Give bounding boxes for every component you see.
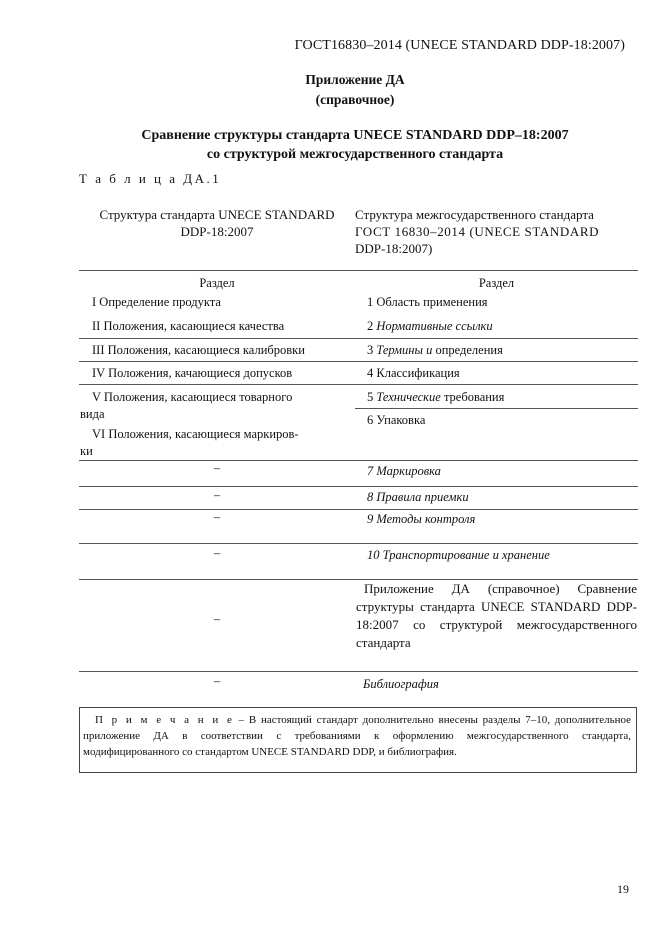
right-row-3-italic: Термины и bbox=[376, 343, 433, 357]
right-row-7: 7 Маркировка bbox=[367, 464, 441, 478]
right-row-1: 1 Область применения bbox=[367, 295, 488, 309]
right-section-label: Раздел bbox=[478, 276, 515, 290]
left-row-v-line1: V Положения, касающиеся товарного bbox=[92, 390, 293, 404]
table-rule bbox=[79, 361, 638, 362]
right-row-4: 4 Классификация bbox=[367, 366, 460, 380]
left-dash: – bbox=[213, 510, 221, 524]
left-dash: – bbox=[213, 546, 221, 560]
table-header-left-line2: DDP-18:2007 bbox=[180, 224, 254, 239]
right-row-9: 9 Методы контроля bbox=[367, 512, 476, 526]
annex-title: Приложение ДА bbox=[305, 72, 405, 87]
right-row-3-number: 3 bbox=[367, 343, 377, 357]
table-rule bbox=[355, 408, 638, 409]
table-rule bbox=[79, 543, 638, 544]
left-row-iii: III Положения, касающиеся калибровки bbox=[92, 343, 305, 357]
table-label: Т а б л и ц а ДА.1 bbox=[79, 171, 222, 186]
right-row-5-italic: Технические bbox=[376, 390, 441, 404]
table-rule bbox=[79, 270, 638, 271]
comparison-title-line1: Сравнение структуры стандарта UNECE STANDARD DDP–18:2007 bbox=[141, 128, 569, 143]
left-section-label: Раздел bbox=[199, 276, 235, 290]
table-rule bbox=[79, 671, 638, 672]
right-row-annex: Приложение ДА (справочное) Сравнение структуры стандарта UNECE STANDARD DDP-18:2007 со структурой межгосударственного стандарта bbox=[356, 581, 637, 650]
note-label: П р и м е ч а н и е bbox=[95, 714, 234, 726]
left-dash: – bbox=[213, 461, 221, 475]
table-rule bbox=[79, 486, 638, 487]
table-header-left bbox=[79, 206, 355, 240]
right-row-5 bbox=[367, 389, 504, 406]
table-rule bbox=[79, 338, 638, 339]
right-row-bibliography: Библиография bbox=[363, 677, 439, 691]
right-row-2 bbox=[367, 318, 493, 335]
annex-subtitle: (справочное) bbox=[315, 92, 395, 107]
left-row-v-line2: вида bbox=[80, 407, 105, 421]
table-header-right-line1: Структура межгосударственного стандарта bbox=[355, 207, 594, 222]
comparison-title-line2: со структурой межгосударственного стандарта bbox=[206, 147, 504, 162]
left-row-ii: II Положения, касающиеся качества bbox=[92, 319, 285, 333]
right-row-5-number: 5 bbox=[367, 390, 377, 404]
right-row-3-rest: определения bbox=[432, 343, 503, 357]
note-body: – В настоящий стандарт дополнительно внесены разделы 7–10, дополнительное приложение ДА в соответствии с требованиями к оформлению межгосударственного стандарта, модифицированного со стандартом UNECE STANDARD DDP, и библиография. bbox=[83, 714, 631, 758]
left-dash: – bbox=[213, 674, 221, 688]
right-row-2-text: Нормативные ссылки bbox=[376, 319, 493, 333]
table-header-right-line3: DDP-18:2007) bbox=[355, 241, 433, 256]
left-dash: – bbox=[213, 488, 221, 502]
document-header: ГОСТ16830–2014 (UNECE STANDARD DDP-18:2007) bbox=[294, 38, 625, 53]
table-header-left-line1: Структура стандарта UNECE STANDARD bbox=[99, 207, 335, 222]
right-row-3 bbox=[367, 342, 503, 359]
left-row-iv: IV Положения, качающиеся допусков bbox=[92, 366, 293, 380]
note-text bbox=[83, 712, 631, 760]
right-row-6: 6 Упаковка bbox=[367, 413, 426, 427]
right-row-5-rest: требования bbox=[440, 390, 505, 404]
right-row-8: 8 Правила приемки bbox=[367, 490, 469, 504]
table-header-right-line2: ГОСТ 16830–2014 (UNECE STANDARD bbox=[355, 224, 600, 239]
table-header-right bbox=[355, 206, 640, 257]
right-row-2-number: 2 bbox=[367, 319, 377, 333]
table-rule bbox=[79, 384, 638, 385]
right-row-10: 10 Транспортирование и хранение bbox=[367, 548, 550, 562]
left-row-vi-line1: VI Положения, касающиеся маркиров- bbox=[92, 427, 299, 441]
left-dash: – bbox=[213, 612, 221, 626]
page-number: 19 bbox=[617, 882, 629, 896]
left-row-i: I Определение продукта bbox=[92, 295, 221, 309]
left-row-vi-line2: ки bbox=[80, 444, 93, 458]
